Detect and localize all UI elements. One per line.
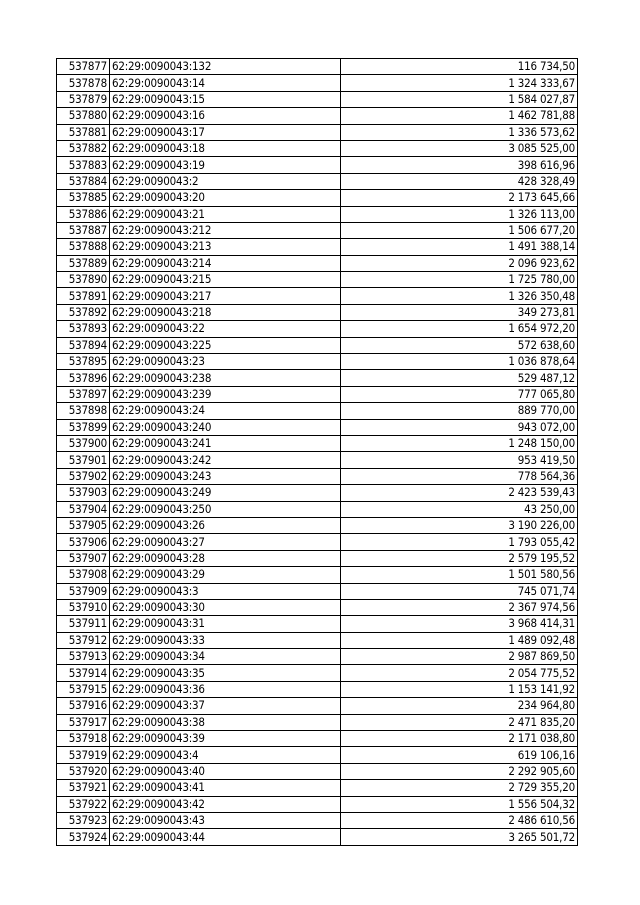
cadastral-value-cell: 349 273,81 xyxy=(341,304,578,320)
cadastral-value-cell: 953 419,50 xyxy=(341,452,578,468)
row-number-cell: 537877 xyxy=(57,59,110,75)
cadastral-value-cell: 1 654 972,20 xyxy=(341,321,578,337)
cadastral-value-cell: 2 486 610,56 xyxy=(341,812,578,828)
table-row xyxy=(57,190,578,206)
row-number-cell: 537884 xyxy=(57,173,110,189)
table-row xyxy=(57,812,578,828)
table-row xyxy=(57,140,578,156)
table-row xyxy=(57,321,578,337)
cadastral-value-cell: 428 328,49 xyxy=(341,173,578,189)
row-number-cell: 537898 xyxy=(57,403,110,419)
cadastral-value-cell: 889 770,00 xyxy=(341,403,578,419)
cadastral-number-cell: 62:29:0090043:239 xyxy=(110,386,341,402)
row-number-cell: 537886 xyxy=(57,206,110,222)
row-number-cell: 537894 xyxy=(57,337,110,353)
row-number-cell: 537893 xyxy=(57,321,110,337)
cadastral-number-cell: 62:29:0090043:23 xyxy=(110,354,341,370)
table-row xyxy=(57,403,578,419)
cadastral-value-cell: 1 506 677,20 xyxy=(341,222,578,238)
row-number-cell: 537902 xyxy=(57,468,110,484)
row-number-cell: 537922 xyxy=(57,796,110,812)
cadastral-value-cell: 1 793 055,42 xyxy=(341,534,578,550)
table-row xyxy=(57,370,578,386)
row-number-cell: 537923 xyxy=(57,812,110,828)
row-number-cell: 537916 xyxy=(57,698,110,714)
row-number-cell: 537918 xyxy=(57,731,110,747)
cadastral-value-cell: 2 471 835,20 xyxy=(341,714,578,730)
row-number-cell: 537914 xyxy=(57,665,110,681)
table-row xyxy=(57,239,578,255)
row-number-cell: 537920 xyxy=(57,763,110,779)
cadastral-value-cell: 1 584 027,87 xyxy=(341,91,578,107)
cadastral-number-cell: 62:29:0090043:238 xyxy=(110,370,341,386)
row-number-cell: 537880 xyxy=(57,108,110,124)
cadastral-value-cell: 1 556 504,32 xyxy=(341,796,578,812)
table-row xyxy=(57,157,578,173)
cadastral-value-cell: 116 734,50 xyxy=(341,59,578,75)
table-row xyxy=(57,91,578,107)
cadastral-number-cell: 62:29:0090043:4 xyxy=(110,747,341,763)
table-row xyxy=(57,288,578,304)
row-number-cell: 537911 xyxy=(57,616,110,632)
table-row xyxy=(57,649,578,665)
table-row xyxy=(57,206,578,222)
table-row xyxy=(57,337,578,353)
row-number-cell: 537908 xyxy=(57,567,110,583)
row-number-cell: 537919 xyxy=(57,747,110,763)
cadastral-number-cell: 62:29:0090043:36 xyxy=(110,681,341,697)
cadastral-value-cell: 3 968 414,31 xyxy=(341,616,578,632)
row-number-cell: 537895 xyxy=(57,354,110,370)
table-row xyxy=(57,501,578,517)
row-number-cell: 537900 xyxy=(57,435,110,451)
table-row xyxy=(57,665,578,681)
table-row xyxy=(57,550,578,566)
cadastral-number-cell: 62:29:0090043:14 xyxy=(110,75,341,91)
table-row xyxy=(57,386,578,402)
cadastral-number-cell: 62:29:0090043:22 xyxy=(110,321,341,337)
cadastral-number-cell: 62:29:0090043:213 xyxy=(110,239,341,255)
row-number-cell: 537878 xyxy=(57,75,110,91)
table-row xyxy=(57,534,578,550)
row-number-cell: 537899 xyxy=(57,419,110,435)
cadastral-number-cell: 62:29:0090043:30 xyxy=(110,599,341,615)
cadastral-number-cell: 62:29:0090043:218 xyxy=(110,304,341,320)
cadastral-number-cell: 62:29:0090043:249 xyxy=(110,485,341,501)
cadastral-number-cell: 62:29:0090043:250 xyxy=(110,501,341,517)
row-number-cell: 537901 xyxy=(57,452,110,468)
cadastral-value-cell: 1 324 333,67 xyxy=(341,75,578,91)
cadastral-number-cell: 62:29:0090043:225 xyxy=(110,337,341,353)
cadastral-number-cell: 62:29:0090043:34 xyxy=(110,649,341,665)
cadastral-number-cell: 62:29:0090043:26 xyxy=(110,517,341,533)
cadastral-number-cell: 62:29:0090043:16 xyxy=(110,108,341,124)
table-row xyxy=(57,747,578,763)
row-number-cell: 537890 xyxy=(57,272,110,288)
row-number-cell: 537904 xyxy=(57,501,110,517)
cadastral-number-cell: 62:29:0090043:21 xyxy=(110,206,341,222)
table-row xyxy=(57,468,578,484)
cadastral-number-cell: 62:29:0090043:20 xyxy=(110,190,341,206)
cadastral-number-cell: 62:29:0090043:3 xyxy=(110,583,341,599)
row-number-cell: 537883 xyxy=(57,157,110,173)
cadastral-value-cell: 1 326 350,48 xyxy=(341,288,578,304)
table-row xyxy=(57,616,578,632)
cadastral-value-cell: 1 326 113,00 xyxy=(341,206,578,222)
cadastral-value-cell: 398 616,96 xyxy=(341,157,578,173)
table-row xyxy=(57,419,578,435)
table-row xyxy=(57,222,578,238)
cadastral-number-cell: 62:29:0090043:35 xyxy=(110,665,341,681)
cadastral-value-cell: 3 085 525,00 xyxy=(341,140,578,156)
row-number-cell: 537903 xyxy=(57,485,110,501)
cadastral-number-cell: 62:29:0090043:37 xyxy=(110,698,341,714)
cadastral-number-cell: 62:29:0090043:217 xyxy=(110,288,341,304)
table-row xyxy=(57,452,578,468)
table-row xyxy=(57,583,578,599)
row-number-cell: 537896 xyxy=(57,370,110,386)
cadastral-value-cell: 777 065,80 xyxy=(341,386,578,402)
cadastral-value-cell: 745 071,74 xyxy=(341,583,578,599)
row-number-cell: 537907 xyxy=(57,550,110,566)
cadastral-value-cell: 1 725 780,00 xyxy=(341,272,578,288)
table-row xyxy=(57,698,578,714)
table-row xyxy=(57,435,578,451)
cadastral-number-cell: 62:29:0090043:17 xyxy=(110,124,341,140)
cadastral-number-cell: 62:29:0090043:240 xyxy=(110,419,341,435)
cadastral-number-cell: 62:29:0090043:15 xyxy=(110,91,341,107)
cadastral-value-cell: 2 579 195,52 xyxy=(341,550,578,566)
table-body xyxy=(57,59,578,846)
cadastral-value-cell: 43 250,00 xyxy=(341,501,578,517)
cadastral-number-cell: 62:29:0090043:242 xyxy=(110,452,341,468)
row-number-cell: 537882 xyxy=(57,140,110,156)
cadastral-value-cell: 2 096 923,62 xyxy=(341,255,578,271)
cadastral-number-cell: 62:29:0090043:31 xyxy=(110,616,341,632)
cadastral-value-cell: 2 054 775,52 xyxy=(341,665,578,681)
table-row xyxy=(57,108,578,124)
row-number-cell: 537924 xyxy=(57,829,110,845)
cadastral-number-cell: 62:29:0090043:132 xyxy=(110,59,341,75)
cadastral-number-cell: 62:29:0090043:215 xyxy=(110,272,341,288)
cadastral-number-cell: 62:29:0090043:42 xyxy=(110,796,341,812)
cadastral-value-cell: 2 423 539,43 xyxy=(341,485,578,501)
cadastral-value-cell: 1 036 878,64 xyxy=(341,354,578,370)
cadastral-number-cell: 62:29:0090043:33 xyxy=(110,632,341,648)
cadastral-number-cell: 62:29:0090043:2 xyxy=(110,173,341,189)
row-number-cell: 537905 xyxy=(57,517,110,533)
cadastral-value-cell: 2 171 038,80 xyxy=(341,731,578,747)
row-number-cell: 537897 xyxy=(57,386,110,402)
row-number-cell: 537917 xyxy=(57,714,110,730)
table-row xyxy=(57,796,578,812)
row-number-cell: 537887 xyxy=(57,222,110,238)
cadastral-number-cell: 62:29:0090043:39 xyxy=(110,731,341,747)
table-row xyxy=(57,354,578,370)
cadastral-value-cell: 1 336 573,62 xyxy=(341,124,578,140)
table-row xyxy=(57,517,578,533)
cadastral-value-cell: 3 190 226,00 xyxy=(341,517,578,533)
table-row xyxy=(57,272,578,288)
row-number-cell: 537906 xyxy=(57,534,110,550)
cadastral-number-cell: 62:29:0090043:44 xyxy=(110,829,341,845)
table-row xyxy=(57,124,578,140)
cadastral-value-cell: 529 487,12 xyxy=(341,370,578,386)
cadastral-number-cell: 62:29:0090043:43 xyxy=(110,812,341,828)
cadastral-number-cell: 62:29:0090043:38 xyxy=(110,714,341,730)
cadastral-value-cell: 619 106,16 xyxy=(341,747,578,763)
cadastral-number-cell: 62:29:0090043:41 xyxy=(110,780,341,796)
cadastral-number-cell: 62:29:0090043:19 xyxy=(110,157,341,173)
row-number-cell: 537885 xyxy=(57,190,110,206)
cadastral-value-cell: 1 462 781,88 xyxy=(341,108,578,124)
row-number-cell: 537888 xyxy=(57,239,110,255)
row-number-cell: 537913 xyxy=(57,649,110,665)
cadastral-number-cell: 62:29:0090043:27 xyxy=(110,534,341,550)
cadastral-number-cell: 62:29:0090043:212 xyxy=(110,222,341,238)
cadastral-value-cell: 2 367 974,56 xyxy=(341,599,578,615)
table-row xyxy=(57,59,578,75)
cadastral-value-cell: 3 265 501,72 xyxy=(341,829,578,845)
cadastral-number-cell: 62:29:0090043:40 xyxy=(110,763,341,779)
cadastral-value-cell: 2 173 645,66 xyxy=(341,190,578,206)
row-number-cell: 537879 xyxy=(57,91,110,107)
cadastral-value-cell: 1 248 150,00 xyxy=(341,435,578,451)
cadastral-number-cell: 62:29:0090043:241 xyxy=(110,435,341,451)
table-row xyxy=(57,632,578,648)
cadastral-value-cell: 1 153 141,92 xyxy=(341,681,578,697)
cadastral-value-cell: 1 501 580,56 xyxy=(341,567,578,583)
row-number-cell: 537912 xyxy=(57,632,110,648)
cadastral-value-cell: 572 638,60 xyxy=(341,337,578,353)
row-number-cell: 537889 xyxy=(57,255,110,271)
cadastral-number-cell: 62:29:0090043:28 xyxy=(110,550,341,566)
cadastral-value-cell: 2 292 905,60 xyxy=(341,763,578,779)
row-number-cell: 537909 xyxy=(57,583,110,599)
table-row xyxy=(57,567,578,583)
cadastral-number-cell: 62:29:0090043:24 xyxy=(110,403,341,419)
cadastral-value-cell: 2 987 869,50 xyxy=(341,649,578,665)
table-row xyxy=(57,780,578,796)
cadastral-number-cell: 62:29:0090043:243 xyxy=(110,468,341,484)
table-row xyxy=(57,763,578,779)
row-number-cell: 537915 xyxy=(57,681,110,697)
row-number-cell: 537921 xyxy=(57,780,110,796)
cadastral-value-cell: 1 489 092,48 xyxy=(341,632,578,648)
cadastral-value-cell: 2 729 355,20 xyxy=(341,780,578,796)
table-row xyxy=(57,714,578,730)
cadastral-value-cell: 234 964,80 xyxy=(341,698,578,714)
cadastral-value-cell: 943 072,00 xyxy=(341,419,578,435)
table-row xyxy=(57,681,578,697)
table-row xyxy=(57,829,578,845)
row-number-cell: 537891 xyxy=(57,288,110,304)
cadastral-value-table xyxy=(56,58,578,846)
table-row xyxy=(57,255,578,271)
cadastral-number-cell: 62:29:0090043:29 xyxy=(110,567,341,583)
table-row xyxy=(57,75,578,91)
cadastral-value-cell: 1 491 388,14 xyxy=(341,239,578,255)
table-row xyxy=(57,173,578,189)
table-row xyxy=(57,485,578,501)
row-number-cell: 537892 xyxy=(57,304,110,320)
cadastral-value-cell: 778 564,36 xyxy=(341,468,578,484)
table-row xyxy=(57,731,578,747)
row-number-cell: 537910 xyxy=(57,599,110,615)
cadastral-number-cell: 62:29:0090043:18 xyxy=(110,140,341,156)
row-number-cell: 537881 xyxy=(57,124,110,140)
cadastral-number-cell: 62:29:0090043:214 xyxy=(110,255,341,271)
table-row xyxy=(57,599,578,615)
table-row xyxy=(57,304,578,320)
